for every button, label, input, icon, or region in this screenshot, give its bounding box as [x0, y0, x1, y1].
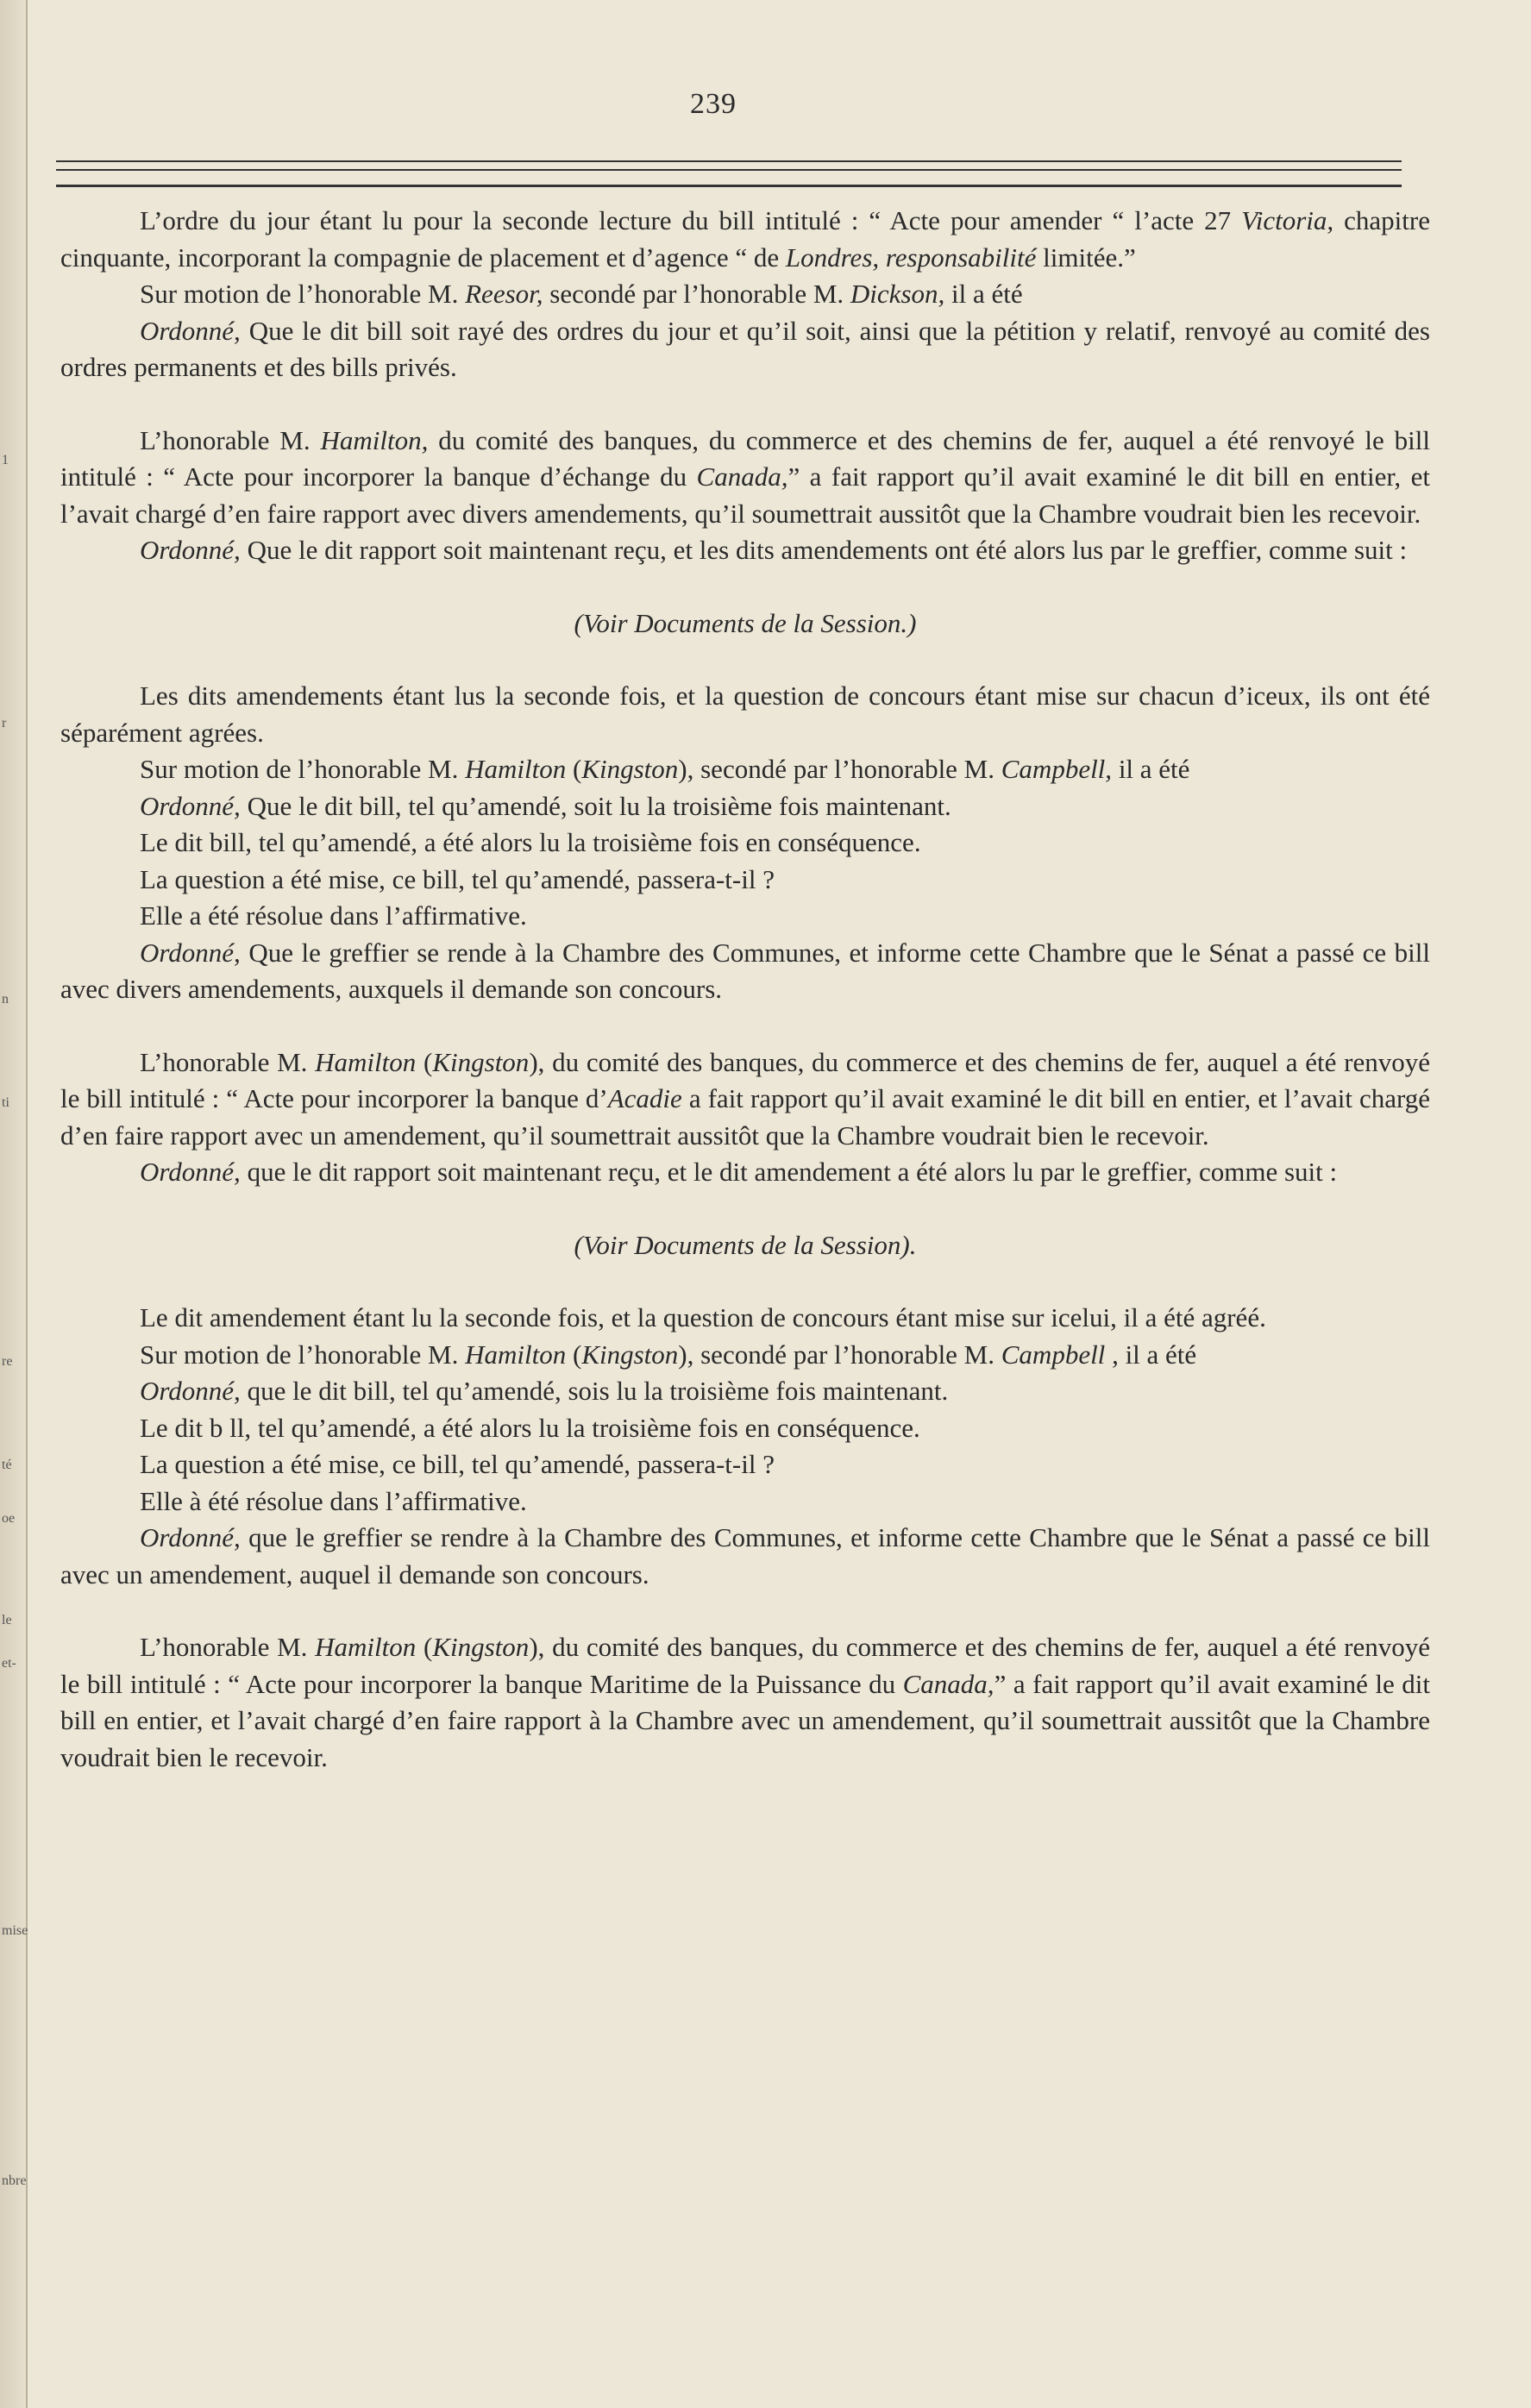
italic-run: Canada, [902, 1668, 995, 1699]
italic-run: Kingston [581, 754, 679, 784]
text-run: ( [566, 754, 582, 784]
italic-run: Ordonné, [140, 1376, 241, 1406]
adjacent-page-edge [0, 0, 28, 2408]
text-run: ( [416, 1046, 433, 1077]
text-run: L’honorable M. [140, 1046, 316, 1077]
section-gap [60, 1191, 1430, 1227]
text-run: secondé par l’honorable M. [543, 279, 850, 309]
italic-run: Hamilton [465, 1339, 567, 1370]
paragraph [60, 203, 1430, 276]
text-run: ” a fait rapport qu’il avait examiné le dit bill en entier, et l’avait chargé d’en faire rapport à la Chambre avec un amendement, qu’il soumettrait aussitôt que la Chambre voudrait bien le recevoir. [60, 1668, 1430, 1772]
margin-fragment: ti [2, 1095, 9, 1110]
header-rule [56, 185, 1402, 187]
text-run: L’honorable M. [140, 424, 321, 455]
text-run: que le dit bill, tel qu’amendé, sois lu la troisième fois maintenant. [240, 1376, 949, 1406]
italic-run: Ordonné, [140, 937, 241, 968]
paragraph [60, 1154, 1430, 1191]
margin-fragment: le [2, 1613, 12, 1627]
italic-run: Dickson, [850, 279, 945, 309]
text-run: Que le dit bill, tel qu’amendé, soit lu la troisième fois maintenant. [240, 790, 951, 821]
paragraph [60, 1629, 1430, 1776]
margin-fragment: et- [2, 1656, 16, 1671]
italic-run: Acadie [607, 1083, 682, 1113]
see-documents-note [60, 1227, 1430, 1264]
italic-run: Kingston [432, 1632, 530, 1662]
margin-fragment: nbre [2, 2173, 27, 2188]
text-run: Sur motion de l’honorable M. [140, 754, 466, 784]
paragraph [60, 1300, 1430, 1337]
italic-run: Hamilton [315, 1632, 417, 1662]
text-run: a fait rapport qu’il avait examiné le dit bill en entier, et l’avait chargé d’en faire rapport avec un amendement, qu’il soumettrait aussitôt que la Chambre voudrait bien le recevoir. [60, 1083, 1431, 1151]
text-run: ), secondé par l’honorable M. [678, 1339, 1001, 1370]
text-run: Que le dit rapport soit maintenant reçu, et les dits amendements ont été alors lus par le greffier, comme suit : [240, 535, 1408, 565]
text-run: que le dit rapport soit maintenant reçu, et le dit amendement a été alors lu par le greffier, comme suit : [240, 1157, 1338, 1187]
paragraph [60, 1446, 1430, 1483]
text-run: il a été [1112, 754, 1190, 784]
paragraph [60, 276, 1430, 313]
section-gap [60, 1593, 1430, 1629]
margin-fragment: oe [2, 1511, 16, 1526]
text-run: L’honorable M. [140, 1632, 316, 1662]
margin-fragment: re [2, 1354, 13, 1369]
text-run: ( [416, 1632, 433, 1662]
text-run: ), du comité des banques, du commerce et des chemins de fer, auquel a été renvoyé le bill intitulé : “ Acte pour incorporer la banque d’ [60, 1046, 1431, 1113]
page-body [60, 203, 1430, 1776]
italic-run: Canada, [696, 461, 788, 492]
text-run: chapitre cinquante, incorporant la compagnie de placement et d’agence “ de [60, 205, 1430, 273]
text-run: Sur motion de l’honorable M. [140, 1339, 466, 1370]
text-run: Elle a été résolue dans l’affirmative. [140, 900, 527, 931]
section-gap [60, 1264, 1430, 1300]
paragraph [60, 1520, 1430, 1593]
italic-run: Ordonné, [140, 315, 241, 346]
text-run: ), du comité des banques, du commerce et des chemins de fer, auquel a été renvoyé le bill intitulé : “ Acte pour incorporer la banque Maritime de la Puissance du [60, 1632, 1431, 1699]
paragraph [60, 1410, 1430, 1447]
paragraph [60, 1373, 1430, 1410]
section-gap [60, 642, 1430, 678]
margin-fragment: mise [2, 1923, 28, 1938]
text-run: La question a été mise, ce bill, tel qu’amendé, passera-t-il ? [140, 863, 775, 894]
margin-fragment: té [2, 1458, 12, 1472]
paragraph [60, 313, 1430, 386]
margin-fragment: r [2, 716, 7, 731]
paragraph [60, 751, 1430, 788]
section-gap [60, 386, 1430, 423]
text-run: Le dit bill, tel qu’amendé, a été alors lu la troisième fois en conséquence. [140, 827, 921, 857]
italic-run: Ordonné, [140, 535, 241, 565]
text-run: Les dits amendements étant lus la seconde fois, et la question de concours étant mise sur chacun d’iceux, ils ont été séparément agrées. [60, 680, 1430, 748]
margin-fragment: 1 [2, 453, 9, 467]
paragraph [60, 1337, 1430, 1374]
italic-run: Campbell [1001, 1339, 1106, 1370]
italic-run: Kingston [432, 1046, 530, 1077]
italic-run: (Voir Documents de la Session). [574, 1229, 917, 1260]
paragraph [60, 898, 1430, 935]
italic-run: Hamilton [465, 754, 567, 784]
text-run: ( [566, 1339, 582, 1370]
italic-run: Londres, responsabilité [785, 241, 1037, 273]
text-run: , il a été [1105, 1339, 1197, 1370]
paragraph [60, 423, 1430, 533]
italic-run: Ordonné, [140, 790, 241, 821]
see-documents-note [60, 605, 1430, 643]
italic-run: Hamilton, [320, 424, 429, 455]
section-gap [60, 1008, 1430, 1044]
text-run: Que le greffier se rende à la Chambre des Communes, et informe cette Chambre que le Sénat a passé ce bill avec divers amendements, auxquels il demande son concours. [60, 937, 1430, 1004]
italic-run: Campbell, [1001, 754, 1113, 784]
italic-run: (Voir Documents de la Session.) [574, 607, 917, 638]
text-run: limitée.” [1036, 241, 1136, 273]
text-run: Le dit amendement étant lu la seconde fois, et la question de concours étant mise sur icelui, il a été agréé. [140, 1302, 1266, 1333]
italic-run: Ordonné, [140, 1522, 241, 1552]
page-number: 239 [690, 88, 737, 120]
text-run: La question a été mise, ce bill, tel qu’amendé, passera-t-il ? [140, 1449, 775, 1479]
paragraph [60, 935, 1430, 1008]
text-run: ” a fait rapport qu’il avait examiné le dit bill en entier, et l’avait chargé d’en faire rapport avec divers amendements, qu’il soumettrait aussitôt que la Chambre voudrait bien les recevoir. [60, 461, 1430, 529]
text-run: L’ordre du jour étant lu pour la seconde lecture du bill intitulé : “ Acte pour amender “ l’acte 27 [140, 205, 1242, 235]
text-run: du comité des banques, du commerce et des chemins de fer, auquel a été renvoyé le bill intitulé : “ Acte pour incorporer la banque d’échange du [60, 424, 1430, 492]
italic-run: Hamilton [315, 1046, 417, 1077]
paragraph [60, 862, 1430, 899]
paragraph [60, 825, 1430, 862]
text-run: que le greffier se rendre à la Chambre des Communes, et informe cette Chambre que le Sénat a passé ce bill avec un amendement, auquel il demande son concours. [60, 1522, 1430, 1590]
italic-run: Reesor, [465, 279, 543, 309]
text-run: Que le dit bill soit rayé des ordres du jour et qu’il soit, ainsi que la pétition y relatif, renvoyé au comité des ordres permanents et des bills privés. [60, 315, 1430, 382]
italic-run: Victoria, [1241, 205, 1334, 235]
header-rule [56, 169, 1402, 171]
paragraph [60, 1483, 1430, 1521]
margin-fragment: n [2, 992, 9, 1006]
text-run: ), secondé par l’honorable M. [678, 754, 1001, 784]
paragraph [60, 678, 1430, 751]
italic-run: Ordonné, [140, 1157, 241, 1187]
text-run: Sur motion de l’honorable M. [140, 279, 466, 309]
paragraph [60, 532, 1430, 569]
paragraph [60, 788, 1430, 825]
text-run: Elle à été résolue dans l’affirmative. [140, 1485, 527, 1516]
paragraph [60, 1044, 1430, 1155]
header-rule [56, 160, 1402, 162]
text-run: Le dit b ll, tel qu’amendé, a été alors lu la troisième fois en conséquence. [140, 1412, 920, 1443]
section-gap [60, 569, 1430, 605]
text-run: il a été [944, 279, 1023, 309]
italic-run: Kingston [581, 1339, 679, 1370]
